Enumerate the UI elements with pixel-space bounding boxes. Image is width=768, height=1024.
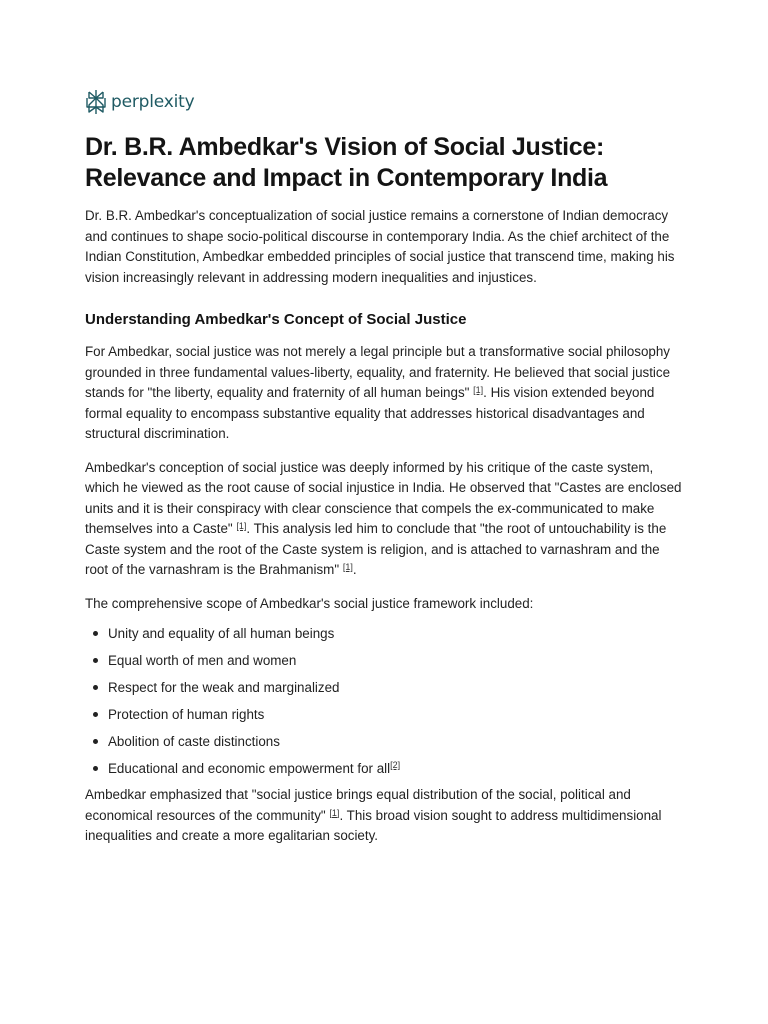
list-item <box>85 755 685 782</box>
page-title <box>85 132 685 194</box>
bullet-icon <box>93 685 98 690</box>
bullet-icon <box>93 658 98 663</box>
list-item <box>85 620 685 647</box>
perplexity-logo-icon <box>85 89 107 115</box>
intro-paragraph: Dr. B.R. Ambedkar's conceptualization of social justice remains a cornerstone of Indian democracy and continues to shape socio-political discourse in contemporary India. As the chief architect of the Indian Constitution, Ambedkar embedded principles of social justice that transcend time, making his vision increasingly relevant in addressing modern inequalities and injustices. <box>85 208 675 285</box>
list-item-text: Unity and equality of all human beings <box>108 626 335 641</box>
paragraph-1-text-b: . His vision extended beyond formal equality to encompass substantive equality that addresses historical disadvantages and structural discrimination. <box>85 385 655 441</box>
section-heading: Understanding Ambedkar's Concept of Social Justice <box>85 311 467 328</box>
paragraph-4 <box>85 785 685 847</box>
paragraph-4-text-b: . This broad vision sought to address multidimensional inequalities and create a more egalitarian society. <box>85 807 662 843</box>
list-item-text: Abolition of caste distinctions <box>108 734 280 749</box>
citation-link[interactable]: [1] <box>236 521 247 531</box>
list-item <box>85 701 685 728</box>
list-item-text: Equal worth of men and women <box>108 653 297 668</box>
bullet-icon <box>93 631 98 636</box>
brand-name: perplexity <box>111 92 195 112</box>
title-line-1: Dr. B.R. Ambedkar's Vision of Social Justice: <box>85 133 604 161</box>
paragraph-2-text-b: . This analysis led him to conclude that "the root of untouchability is the Caste system and the root of the Caste system is religion, and is attached to varnashram and the root of the varnashram is the Brahmanism" <box>85 521 667 577</box>
paragraph-1-text-a: For Ambedkar, social justice was not merely a legal principle but a transformative social philosophy grounded in three fundamental values-liberty, equality, and fraternity. He believed that social justice stands for "the liberty, equality and fraternity of all human beings" <box>85 344 671 400</box>
brand-header <box>85 88 685 116</box>
bullet-icon <box>93 712 98 717</box>
paragraph-2-text-c: . <box>352 562 357 577</box>
paragraph-1 <box>85 342 685 445</box>
list-item <box>85 728 685 755</box>
citation-link[interactable]: [1] <box>329 807 340 818</box>
paragraph-3: The comprehensive scope of Ambedkar's social justice framework included: <box>85 595 534 611</box>
citation-link[interactable]: [1] <box>473 385 484 395</box>
list-item <box>85 647 685 674</box>
bullet-icon <box>93 766 98 771</box>
paragraph-2-text-a: Ambedkar's conception of social justice was deeply informed by his critique of the caste system, which he viewed as the root cause of social injustice in India. He observed that "Castes are enclosed units and it is their conspiracy with clear conscience that compels the ex-communicated to make themselves into a Caste" <box>85 459 682 536</box>
paragraph-4-text-a: Ambedkar emphasized that "social justice brings equal distribution of the social, political and economical resources of the community" <box>85 787 631 823</box>
citation-link[interactable]: [2] <box>390 760 401 770</box>
list-item-text: Respect for the weak and marginalized <box>108 680 340 695</box>
citation-link[interactable]: [1] <box>342 562 353 572</box>
list-item <box>85 674 685 701</box>
document-page <box>85 88 685 860</box>
paragraph-2 <box>85 458 685 581</box>
bullet-icon <box>93 739 98 744</box>
title-line-2: Relevance and Impact in Contemporary India <box>85 164 608 192</box>
list-item-text: Protection of human rights <box>108 707 265 722</box>
framework-list <box>85 620 685 782</box>
list-item-text: Educational and economic empowerment for all <box>108 761 391 776</box>
